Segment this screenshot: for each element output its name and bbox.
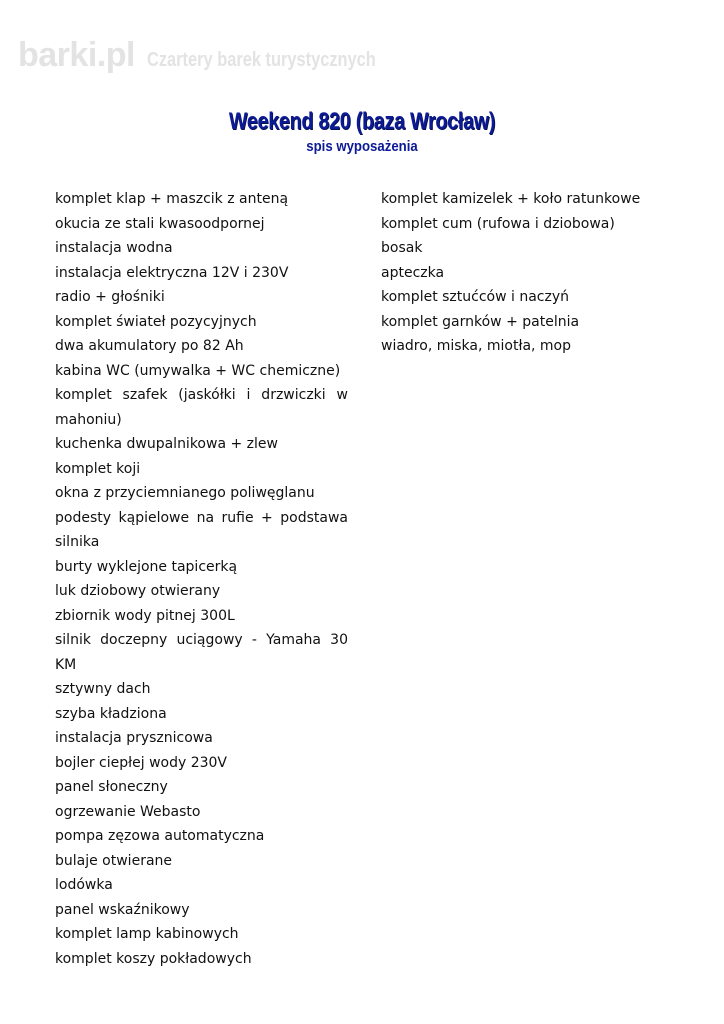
equipment-item: pompa zęzowa automatyczna — [55, 828, 265, 844]
equipment-item: instalacja wodna — [55, 240, 173, 256]
equipment-item: podesty kąpielowe na rufie + podstawa silnika — [55, 509, 348, 550]
equipment-item: zbiornik wody pitnej 300L — [55, 607, 235, 624]
equipment-item: komplet sztućców i naczyń — [381, 289, 570, 305]
equipment-item: komplet szafek (jaskółki i drzwiczki w mahoniu) — [55, 387, 348, 428]
equipment-item: komplet koji — [55, 460, 141, 477]
equipment-item: luk dziobowy otwierany — [55, 583, 221, 599]
document-title: Weekend 820 (baza Wrocław) — [228, 108, 496, 135]
equipment-item: instalacja prysznicowa — [55, 730, 213, 746]
equipment-item: apteczka — [381, 264, 445, 281]
equipment-item: komplet koszy pokładowych — [55, 950, 252, 967]
equipment-item: panel wskaźnikowy — [55, 901, 190, 918]
equipment-item: komplet cum (rufowa i dziobowa) — [381, 215, 615, 232]
equipment-list-left — [55, 187, 348, 971]
equipment-item: wiadro, miska, miotła, mop — [381, 338, 572, 354]
equipment-item: ogrzewanie Webasto — [55, 803, 201, 820]
equipment-item: komplet kamizelek + koło ratunkowe — [381, 191, 641, 207]
equipment-item: sztywny dach — [55, 681, 151, 697]
equipment-item: okucia ze stali kwasoodpornej — [55, 215, 265, 232]
equipment-item: radio + głośniki — [55, 289, 165, 305]
equipment-item: komplet klap + maszcik z anteną — [55, 191, 289, 207]
equipment-item: komplet lamp kabinowych — [55, 926, 239, 942]
equipment-item: bosak — [381, 240, 423, 256]
equipment-item: kabina WC (umywalka + WC chemiczne) — [55, 362, 341, 379]
equipment-item: panel słoneczny — [55, 779, 168, 795]
watermark — [18, 36, 426, 75]
watermark-brand: barki.pl — [18, 36, 135, 74]
equipment-item: silnik doczepny uciągowy - Yamaha 30 KM — [55, 632, 348, 673]
watermark-tagline: Czartery barek turystycznych — [147, 49, 377, 71]
equipment-item: bulaje otwierane — [55, 852, 173, 869]
equipment-item: komplet świateł pozycyjnych — [55, 313, 257, 330]
equipment-item: burty wyklejone tapicerką — [55, 558, 238, 575]
equipment-item: bojler ciepłej wody 230V — [55, 754, 228, 771]
document-subtitle: spis wyposażenia — [306, 138, 418, 155]
equipment-item: dwa akumulatory po 82 Ah — [55, 338, 244, 354]
equipment-item: okna z przyciemnianego poliwęglanu — [55, 485, 315, 501]
equipment-list-right — [381, 187, 681, 359]
equipment-item: lodówka — [55, 877, 113, 893]
equipment-item: kuchenka dwupalnikowa + zlew — [55, 436, 278, 452]
equipment-item: komplet garnków + patelnia — [381, 313, 580, 330]
equipment-item: instalacja elektryczna 12V i 230V — [55, 264, 289, 281]
equipment-item: szyba kładziona — [55, 705, 167, 722]
